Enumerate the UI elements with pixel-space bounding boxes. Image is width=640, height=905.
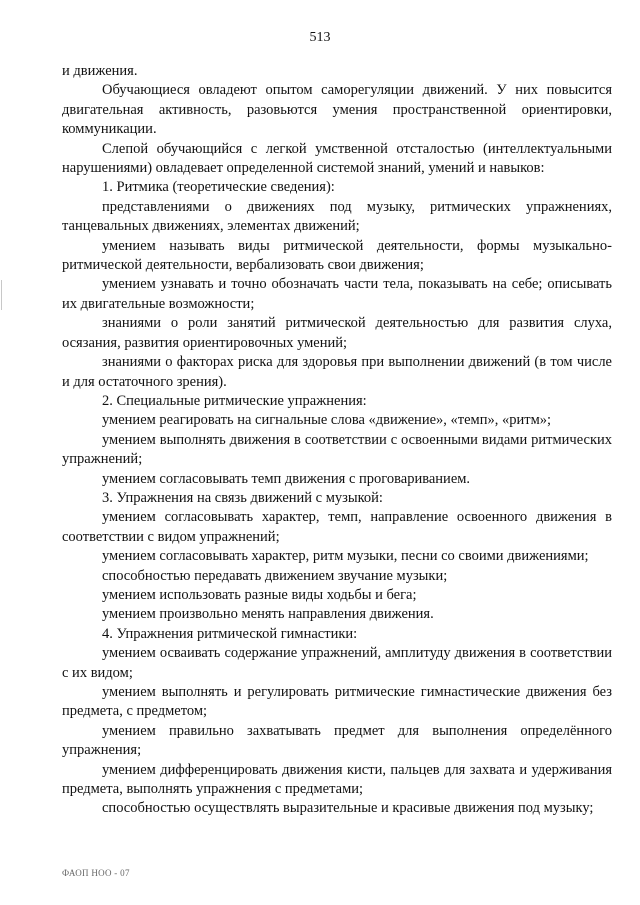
scan-edge-mark — [1, 280, 2, 310]
paragraph: Обучающиеся овладеют опытом саморегуляции движений. У них повысится двигательная активность, разовьются умения пространственной ориентировки, коммуникации. — [62, 82, 612, 138]
list-item: способностью передавать движением звучание музыки; — [102, 567, 448, 584]
footer-document-code: ФАОП НОО - 07 — [62, 868, 130, 878]
list-item: умением узнавать и точно обозначать части тела, показывать на себе; описывать их двигательные возможности; — [62, 276, 612, 312]
list-item: умением согласовывать характер, ритм музыки, песни со своими движениями; — [102, 548, 589, 565]
page-number: 513 — [309, 30, 331, 45]
list-item: умением произвольно менять направления движения. — [102, 606, 434, 623]
list-item: знаниями о факторах риска для здоровья при выполнении движений (в том числе и для остаточного зрения). — [62, 354, 612, 390]
list-item: умением называть виды ритмической деятельности, формы музыкально-ритмической деятельности, вербализовать свои движения; — [62, 237, 612, 274]
document-body — [62, 62, 612, 819]
section-heading: 2. Специальные ритмические упражнения: — [102, 392, 367, 409]
list-item: умением использовать разные виды ходьбы и бега; — [102, 586, 417, 603]
section-heading: 3. Упражнения на связь движений с музыкой: — [102, 489, 383, 506]
list-item: знаниями о роли занятий ритмической деятельностью для развития слуха, осязания, развития ориентировочных умений; — [62, 315, 612, 351]
paragraph-continuation: и движения. — [62, 63, 138, 79]
list-item: способностью осуществлять выразительные и красивые движения под музыку; — [102, 800, 594, 817]
list-item: умением выполнять движения в соответствии с освоенными видами ритмических упражнений; — [62, 431, 612, 468]
section-heading: 4. Упражнения ритмической гимнастики: — [102, 625, 358, 642]
list-item: умением осваивать содержание упражнений, амплитуду движения в соответствии с их видом; — [62, 645, 612, 681]
paragraph: Слепой обучающийся с легкой умственной отсталостью (интеллектуальными нарушениями) овладевает определенной системой знаний, умений и навыков: — [62, 140, 612, 177]
list-item: умением правильно захватывать предмет для выполнения определённого упражнения; — [62, 722, 612, 759]
section-heading: 1. Ритмика (теоретические сведения): — [102, 179, 335, 196]
list-item: умением дифференцировать движения кисти, пальцев для захвата и удерживания предмета, выполнять упражнения с предметами; — [62, 761, 612, 798]
list-item: умением реагировать на сигнальные слова «движение», «темп», «ритм»; — [102, 412, 552, 429]
list-item: представлениями о движениях под музыку, ритмических упражнениях, танцевальных движениях, элементах движений; — [62, 198, 612, 235]
list-item: умением выполнять и регулировать ритмические гимнастические движения без предмета, с предметом; — [62, 684, 612, 720]
list-item: умением согласовывать характер, темп, направление освоенного движения в соответствии с видом упражнений; — [62, 509, 612, 545]
list-item: умением согласовывать темп движения с проговариванием. — [102, 470, 471, 487]
